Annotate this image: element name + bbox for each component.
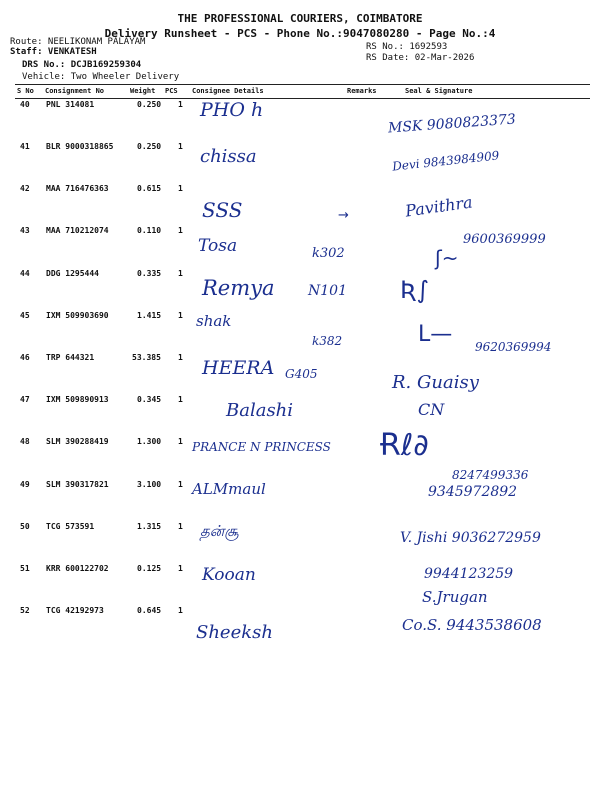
row-weight: 0.125 (137, 564, 162, 573)
signature-scribble-icon: Ɍℓ∂ (380, 428, 429, 463)
row-weight: 0.250 (137, 142, 162, 151)
row-weight: 0.615 (137, 184, 162, 193)
row-sno: 40 (20, 100, 30, 109)
signature-scribble-icon: L— (418, 322, 453, 347)
row-pcs: 1 (178, 437, 183, 446)
col-weight: Weight (130, 87, 156, 95)
table-header-rule (15, 98, 590, 99)
col-remarks: Remarks (347, 87, 377, 95)
row-pcs: 1 (178, 226, 183, 235)
handwritten-phone: 9600369999 (463, 232, 546, 247)
handwritten-consignee: Remya (202, 276, 275, 300)
table-row (15, 184, 590, 228)
row-consignment: DDG 1295444 (46, 269, 99, 278)
document-title: THE PROFESSIONAL COURIERS, COIMBATORE (177, 12, 423, 25)
row-pcs: 1 (178, 480, 183, 489)
row-consignment: MAA 710212074 (46, 226, 109, 235)
row-sno: 41 (20, 142, 30, 151)
col-sno: S No (17, 87, 34, 95)
handwritten-consignee: Balashi (226, 400, 294, 421)
row-sno: 42 (20, 184, 30, 193)
row-weight: 1.415 (137, 311, 162, 320)
handwritten-signature: Pavithra (404, 192, 474, 221)
table-row (15, 142, 590, 186)
row-sno: 48 (20, 437, 30, 446)
rs-date: RS Date: 02-Mar-2026 (366, 53, 475, 63)
signature-scribble-icon: Ʀ∫ (400, 276, 430, 304)
signature-scribble-icon: ʃ~ (435, 246, 459, 270)
handwritten-consignee: PHO h (200, 99, 264, 121)
table-row (15, 395, 590, 439)
col-seal: Seal & Signature (405, 87, 473, 95)
row-sno: 51 (20, 564, 30, 573)
row-weight: 3.100 (137, 480, 162, 489)
row-weight: 0.110 (137, 226, 162, 235)
table-row (15, 269, 590, 313)
handwritten-consignee: Sheeksh (196, 622, 273, 643)
handwritten-signature: Devi 9843984909 (391, 148, 500, 174)
table-header (15, 86, 590, 98)
arrow-mark-icon: → (338, 208, 349, 223)
row-pcs: 1 (178, 522, 183, 531)
col-consignment: Consignment No (45, 87, 105, 95)
handwritten-consignee: ALMmaul (192, 480, 266, 498)
handwritten-signature: CN (418, 400, 445, 419)
row-consignment: TCG 573591 (46, 522, 95, 531)
row-weight: 0.335 (137, 269, 162, 278)
row-weight: 1.315 (137, 522, 162, 531)
col-consignee: Consignee Details (192, 87, 264, 95)
row-sno: 44 (20, 269, 30, 278)
handwritten-phone: 9620369994 (475, 340, 552, 354)
row-consignment: IXM 509903690 (46, 311, 109, 320)
handwritten-consignee: chissa (200, 146, 257, 167)
row-sno: 43 (20, 226, 30, 235)
row-consignment: BLR 9000318865 (46, 142, 114, 151)
row-pcs: 1 (178, 353, 183, 362)
row-weight: 0.250 (137, 100, 162, 109)
row-consignment: IXM 509890913 (46, 395, 109, 404)
staff-label: Staff: VENKATESH (10, 47, 97, 57)
handwritten-signature: Co.S. 9443538608 (402, 616, 542, 634)
handwritten-flat-number: k382 (312, 334, 343, 348)
row-consignment: SLM 390288419 (46, 437, 109, 446)
row-sno: 46 (20, 353, 30, 362)
handwritten-flat-number: k302 (312, 246, 345, 261)
row-consignment: KRR 600122702 (46, 564, 109, 573)
row-sno: 50 (20, 522, 30, 531)
row-consignment: TRP 644321 (46, 353, 95, 362)
row-pcs: 1 (178, 395, 183, 404)
row-sno: 49 (20, 480, 30, 489)
row-pcs: 1 (178, 269, 183, 278)
handwritten-consignee: SSS (202, 198, 243, 222)
handwritten-flat-number: G405 (285, 367, 318, 381)
handwritten-consignee: தன்சூ (200, 522, 239, 540)
row-consignment: TCG 42192973 (46, 606, 104, 615)
handwritten-consignee: Kooan (202, 565, 256, 585)
row-sno: 47 (20, 395, 30, 404)
row-pcs: 1 (178, 184, 183, 193)
rs-number: RS No.: 1692593 (366, 42, 448, 52)
row-pcs: 1 (178, 564, 183, 573)
row-consignment: MAA 716476363 (46, 184, 109, 193)
handwritten-phone: 9345972892 (428, 484, 518, 500)
row-pcs: 1 (178, 606, 183, 615)
handwritten-signature: R. Guaisy (392, 372, 479, 393)
row-consignment: SLM 390317821 (46, 480, 109, 489)
row-sno: 45 (20, 311, 30, 320)
row-sno: 52 (20, 606, 30, 615)
handwritten-signature: S.Jrugan (422, 588, 488, 606)
drs-number: DRS No.: DCJB169259304 (22, 60, 142, 70)
row-weight: 1.300 (137, 437, 162, 446)
vehicle-label: Vehicle: Two Wheeler Delivery (22, 72, 180, 82)
handwritten-consignee: HEERA (202, 357, 275, 379)
document-subtitle: Delivery Runsheet - PCS - Phone No.:9047080280 - Page No.:4 (104, 27, 496, 40)
table-top-rule (15, 84, 590, 85)
row-pcs: 1 (178, 311, 183, 320)
row-consignment: PNL 314081 (46, 100, 95, 109)
handwritten-consignee: shak (196, 312, 232, 330)
handwritten-phone: 8247499336 (452, 468, 529, 482)
row-weight: 0.345 (137, 395, 162, 404)
handwritten-phone: 9944123259 (424, 566, 514, 582)
route-label: Route: NEELIKONAM PALAYAM (10, 37, 146, 47)
handwritten-consignee: Tosa (198, 236, 238, 256)
row-pcs: 1 (178, 100, 183, 109)
handwritten-flat-number: N101 (308, 283, 347, 299)
handwritten-signature: MSK 9080823373 (387, 111, 517, 137)
row-weight: 53.385 (132, 353, 161, 362)
row-weight: 0.645 (137, 606, 162, 615)
col-pcs: PCS (165, 87, 178, 95)
handwritten-consignee: PRANCE N PRINCESS (192, 440, 331, 454)
handwritten-signature: V. Jishi 9036272959 (400, 530, 541, 546)
row-pcs: 1 (178, 142, 183, 151)
